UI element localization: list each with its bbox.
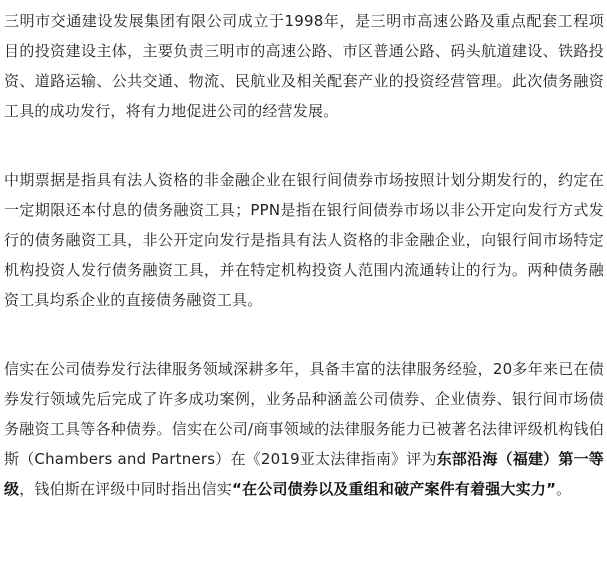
quote-highlight: “在公司债券以及重组和破产案件有着强大实力” <box>232 480 557 498</box>
expertise-text-part-2: ，钱伯斯在评级中同时指出信实 <box>19 480 233 498</box>
ranking-highlight: 东部沿海（福建）第一等级 <box>4 450 604 498</box>
article-body <box>4 0 604 504</box>
expertise-text-part-3: 。 <box>556 480 572 498</box>
paragraph-firm-expertise <box>4 354 604 504</box>
expertise-text-part-1: 信实在公司债券发行法律服务领域深耕多年，具备丰富的法律服务经验，20多年来已在债券发行领域先后完成了许多成功案例，业务品种涵盖公司债券、企业债券、银行间市场债务融资工具等各种债券。信实在公司/商事领域的法律服务能力已被著名法律评级机构钱伯斯（Chambers and Partners）在《2019亚太法律指南》评为 <box>4 360 604 468</box>
paragraph-instrument-definitions: 中期票据是指具有法人资格的非金融企业在银行间债券市场按照计划分期发行的，约定在一定期限还本付息的债务融资工具；PPN是指在银行间债券市场以非公开定向发行方式发行的债务融资工具，非公开定向发行是指具有法人资格的非金融企业，向银行间市场特定机构投资人发行债务融资工具，并在特定机构投资人范围内流通转让的行为。两种债务融资工具均系企业的直接债务融资工具。 <box>4 171 604 309</box>
paragraph-company-intro: 三明市交通建设发展集团有限公司成立于1998年，是三明市高速公路及重点配套工程项目的投资建设主体，主要负责三明市的高速公路、市区普通公路、码头航道建设、铁路投资、道路运输、公共交通、物流、民航业及相关配套产业的投资经营管理。此次债务融资工具的成功发行，将有力地促进公司的经营发展。 <box>4 12 604 120</box>
